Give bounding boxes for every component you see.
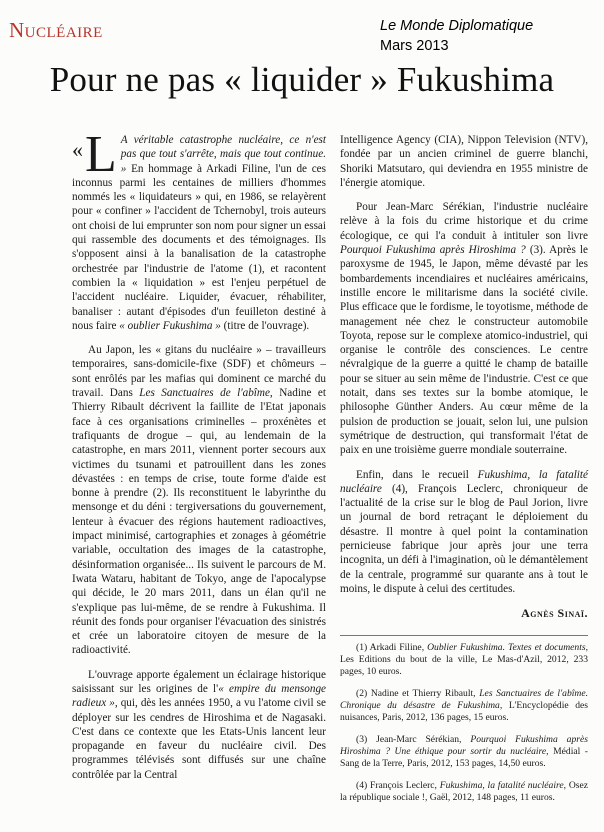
paragraph xyxy=(340,133,588,190)
footnote-title: Pourquoi Fukushima après Hiroshima ? Une éthique pour sortir du nucléaire, xyxy=(340,733,588,757)
paragraph-text: Nadine et Thierry Ribault décrivent la faillite de l'Etat japonais face à ces organisations criminelles – proxénètes et trafiquants de drogue – qui, au lendemain de la catastrophe, en mars 2011, viennent porter secours aux victimes du tsunami et patrouillent dans les zones dévastées : en temps de crise, toute forme d'aide est bonne à prendre (2). Ils reconstituent le labyrinthe du mensonge et du déni : tergiversations du gouvernement, lenteur à évacuer des régions hautement radioactives, impact minimisé, cartographies et zonages à géométrie variable, occultation des images de la catastrophe, désinformation organisée... Ils suivent le parcours de M. Iwata Wataru, habitant de Tokyo, ange de l'apocalypse qui décide, le 20 mars 2011, dans un élan qu'il ne s'explique pas lui-même, de se rendre à Fukushima. Il réunit des fonds pour organiser l'évacuation des sinistrés et crée un laboratoire citoyen de mesure de la radioactivité. xyxy=(72,387,327,657)
paragraph-text: qui, dès les années 1950, a vu l'atome civil se déployer sur les cendres de Hiroshima et de Nagasaki. C'est dans ce contexte que les Etats-Unis lancent leur propagande en faveur du nucléaire civil. Des programmes télévisés sont diffusés sur une chaîne contrôlée par la Central xyxy=(72,697,327,781)
italic-title: Les Sanctuaires de l'abîme, xyxy=(139,387,273,400)
paragraph-text: (titre de l'ouvrage). xyxy=(223,319,310,332)
paragraph-text: Pour Jean-Marc Sérékian, l'industrie nucléaire relève à la fois du crime historique et du crime écologique, ce qui l'a conduit à intituler son livre xyxy=(340,201,588,242)
opening-quote: « xyxy=(72,137,83,162)
footnote-title: Fukushima, la fatalité nucléaire, xyxy=(439,779,567,791)
notes-divider xyxy=(340,635,588,636)
paragraph-text: Intelligence Agency (CIA), Nippon Television (NTV), fondée par un ancien criminel de guerre blanchi, Shoriki Matsutaro, qui deviendra en 1955 ministre de l'énergie atomique. xyxy=(340,134,588,189)
footnote-author: (2) Nadine et Thierry Ribault, xyxy=(356,687,476,699)
footnotes xyxy=(340,642,588,804)
footnote-author: (4) François Leclerc, xyxy=(356,779,437,791)
paragraph-text: L'ouvrage apporte également un éclairage historique saisissant sur les origines de l' xyxy=(72,668,326,695)
footnote xyxy=(340,688,588,724)
paragraph xyxy=(340,200,588,457)
publication-date: Mars 2013 xyxy=(380,38,449,54)
footnote-details: Les Editions du bout de la ville, Le Mas-d'Azil, 2012, 233 pages, 10 euros. xyxy=(340,653,588,677)
footnote-title: Oublier Fukushima. Textes et documents, xyxy=(427,641,589,653)
paragraph-text: Au Japon, les « gitans du nucléaire » – travailleurs temporaires, sans-domicile-fixe (SDF) et chômeurs – sont enrôlés par les mafias qui dominent ce marché du travail. Dans xyxy=(72,344,326,400)
publication-name: Le Monde Diplomatique xyxy=(380,18,534,34)
footnote xyxy=(340,642,588,678)
italic-title: « oublier Fukushima » xyxy=(119,319,221,332)
paragraph-text: (4), François Leclerc, chroniqueur de l'actualité de la crise sur le blog de Paul Jorion, livre un journal de bord retraçant le déploiement du désastre. Il montre à quel point la contamination pernicieuse fabrique jour après jour une terra incognita, un défi à l'imagination, où le démantèlement de la centrale, programmé sur quarante ans à tout le moins, le dispute à celui des certitudes. xyxy=(340,482,588,595)
italic-title: Fukushima, la fatalité nucléaire xyxy=(340,468,588,495)
author-signature: Agnès Sinaï. xyxy=(521,606,588,621)
footnote-details: Médial - Sang de la Terre, Paris, 2012, 153 pages, 14,50 euros. xyxy=(340,745,588,769)
footnote-title: Les Sanctuaires de l'abîme. Chronique du désastre de Fukushima, xyxy=(340,687,588,711)
left-column xyxy=(72,126,327,792)
paragraph xyxy=(72,343,326,658)
footnote xyxy=(340,734,588,770)
footnote-details: L'Encyclopédie des nuisances, Paris, 2012, 136 pages, 15 euros. xyxy=(340,699,588,723)
paragraph xyxy=(340,468,588,597)
footnote xyxy=(340,780,588,804)
footnote-author: (1) Arkadi Filine, xyxy=(356,641,425,653)
right-column xyxy=(340,133,588,814)
italic-title: « empire du mensonge radieux », xyxy=(72,682,327,710)
paragraph-text: Enfin, dans le recueil xyxy=(356,468,469,481)
paragraph xyxy=(72,668,326,782)
drop-cap: L xyxy=(85,126,117,183)
footnote-author: (3) Jean-Marc Sérékian, xyxy=(356,733,462,745)
source-block xyxy=(380,16,600,56)
italic-title: Pourquoi Fukushima après Hiroshima ? xyxy=(340,244,526,257)
paragraph-text: En hommage à Arkadi Filine, l'un de ces inconnus parmi les centaines de milliers d'hommes nommés les « liquidateurs » qui, en 1986, se relayèrent pour « confiner » l'accident de Tchernobyl, trois auteurs ont choisi de lui emprunter son nom pour signer un essai qui rassemble des documents et des témoignages. Ils s'opposent ainsi à la banalisation de la catastrophe orchestrée par l'industrie de l'atome (1), et racontent combien la « liquidation » est l'enjeu perpétuel de l'accident nucléaire. Liquider, évacuer, réhabiliter, banaliser : autant d'épisodes d'un feuilleton destiné à nous faire xyxy=(72,162,326,332)
article-headline: Pour ne pas « liquider » Fukushima xyxy=(49,60,555,99)
lead-paragraph xyxy=(72,126,326,333)
lead-quote: A véritable catastrophe nucléaire, ce n'est pas que tout s'arrête, mais que tout continue. » xyxy=(120,134,326,175)
section-rubric: Nucléaire xyxy=(9,18,103,42)
paragraph-text: (3). Après le paroxysme de 1945, le Japon, même dévasté par les bombardements incendiaires et nucléaires américains, instille encore le militarisme dans la société civile. Plus efficace que le fordisme, le toyotisme, méthode de management née chez le constructeur automobile Toyota, repose sur le complexe atomico-industriel, qui organise le contrôle des consciences. Le centre névralgique de la guerre a quitté le champ de bataille pour se situer au sein même de l'industrie. C'est ce que notait, dans ses textes sur la bombe atomique, le philosophe Günther Anders. Au cœur même de la pulsion de production se jouait, selon lui, une pulsion symétrique de destruction, qui transformait l'état de paix en une troisième guerre mondiale souterraine. xyxy=(340,244,589,457)
footnote-details: Osez la république sociale !, Gaël, 2012, 148 pages, 11 euros. xyxy=(340,779,588,803)
